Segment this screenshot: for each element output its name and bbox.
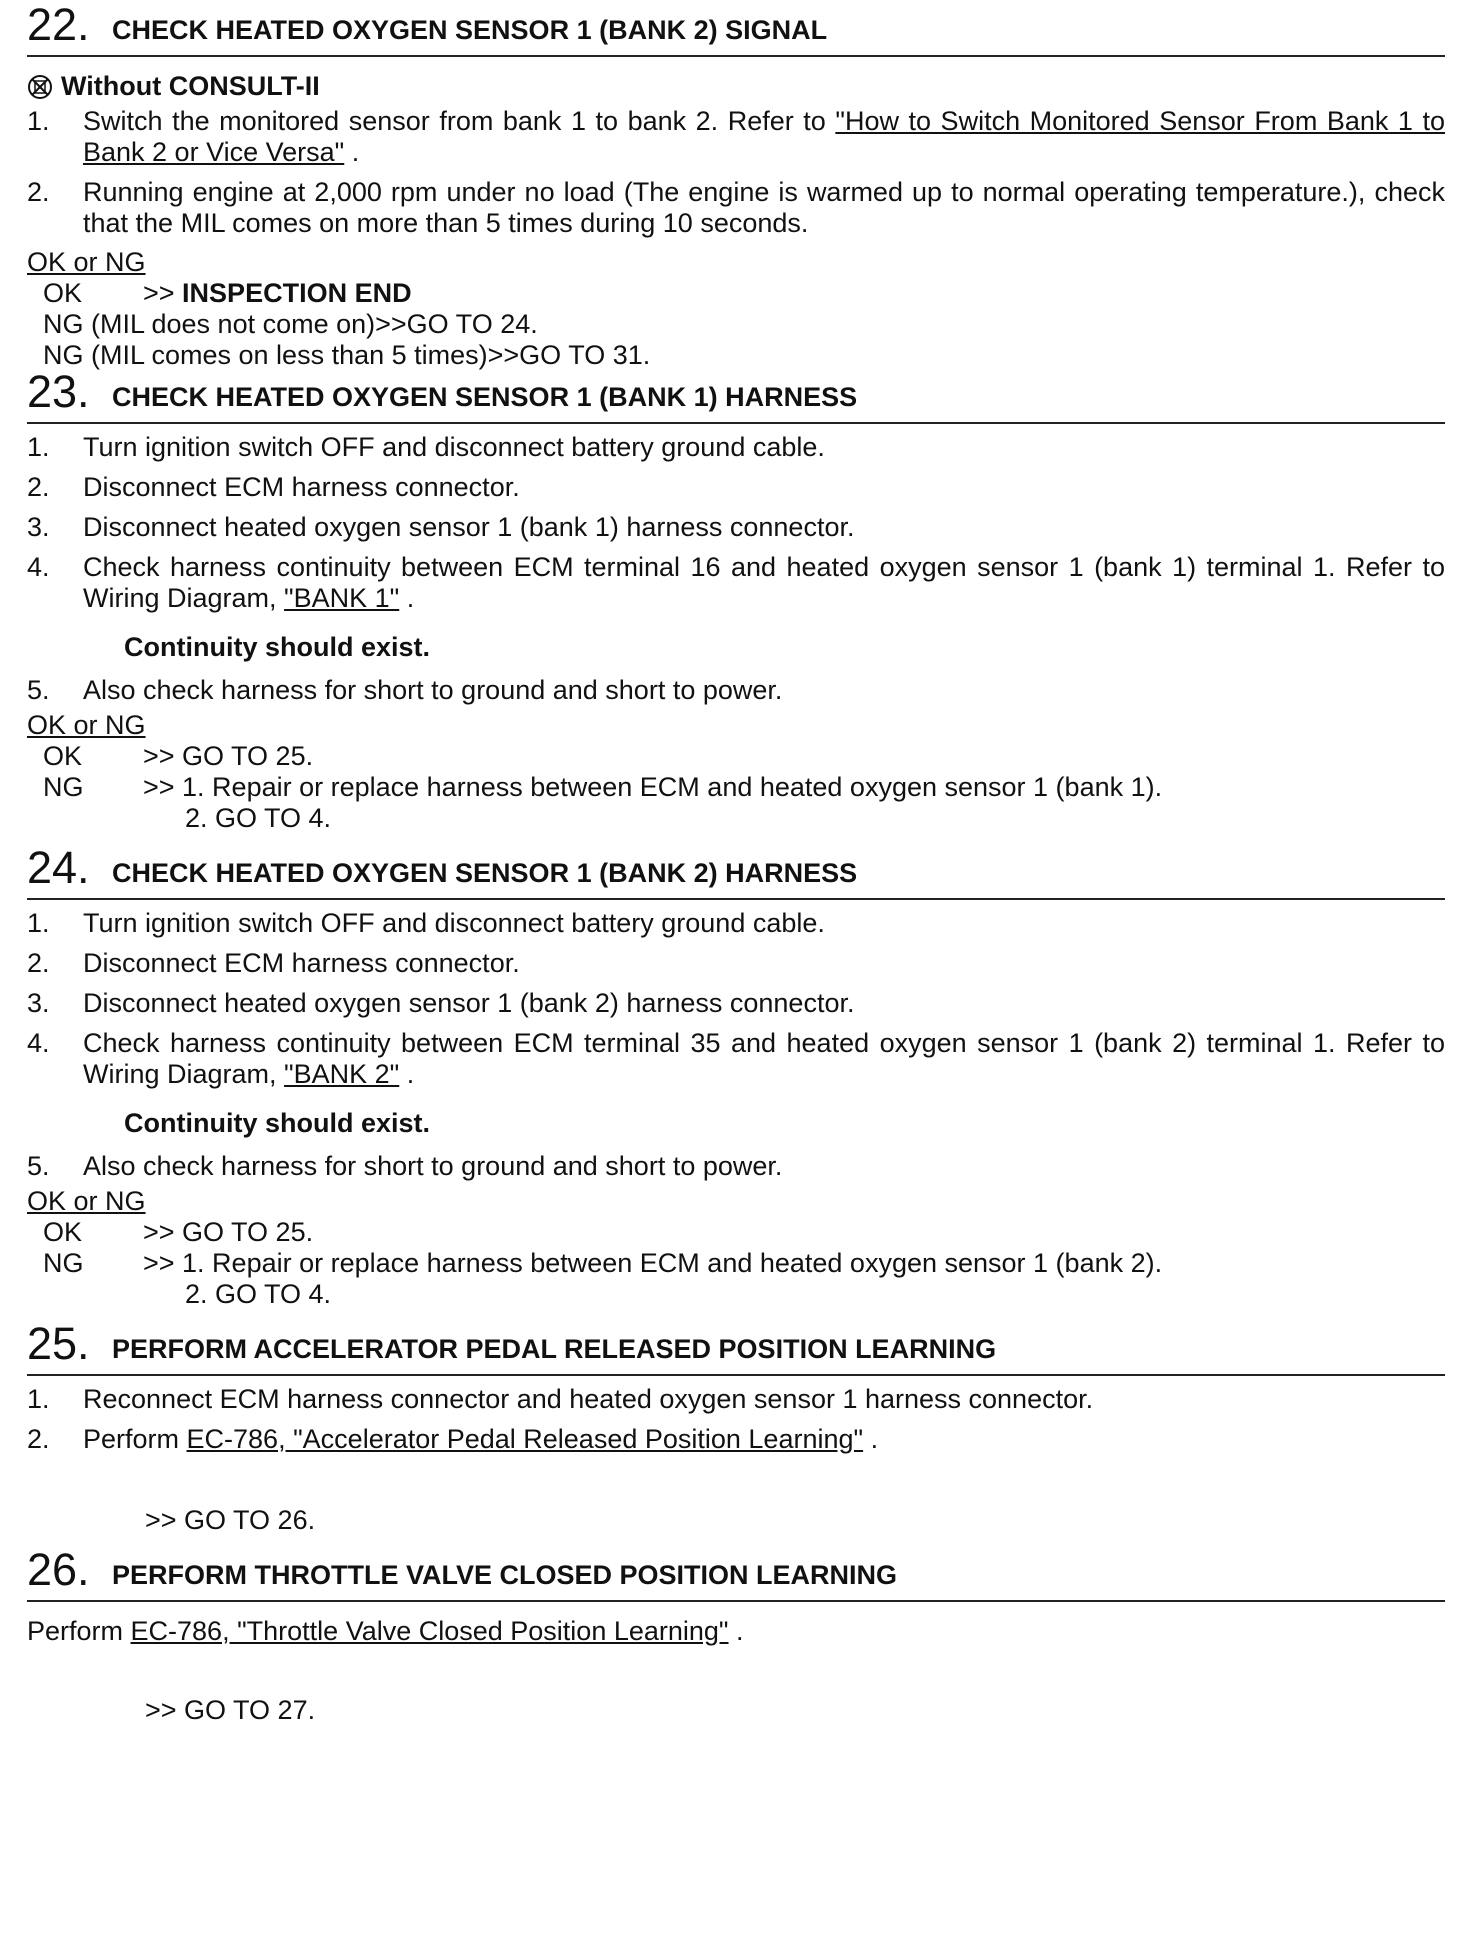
section-number: 23. [27,366,90,417]
section-title: PERFORM ACCELERATOR PEDAL RELEASED POSITION LEARNING [112,1334,997,1364]
bank-1-wiring-link[interactable]: "BANK 1" [284,583,400,613]
list-item: 4. Check harness continuity between ECM terminal 16 and heated oxygen sensor 1 (bank 1) terminal 1. Refer to Wiring Diagram, "BANK 1" . [27,552,1445,613]
item-number: 1. [27,106,50,136]
no-consult-icon [27,74,53,100]
section-title: CHECK HEATED OXYGEN SENSOR 1 (BANK 2) HARNESS [112,858,858,888]
list-item: 1. Turn ignition switch OFF and disconnect battery ground cable. [27,432,825,462]
result-ng: NG >> 1. Repair or replace harness between ECM and heated oxygen sensor 1 (bank 1). [43,772,1163,802]
ok-or-ng-label: OK or NG [27,1186,146,1216]
result-ok: OK >> INSPECTION END [43,278,412,308]
result-ng-no-mil: NG (MIL does not come on)>>GO TO 24. [43,309,538,339]
list-item [27,106,1445,168]
specification: Continuity should exist. [124,1108,431,1138]
section-header [27,1536,1445,1602]
go-to-next: >> GO TO 27. [145,1695,316,1725]
list-item: 1. Reconnect ECM harness connector and heated oxygen sensor 1 harness connector. [27,1384,1094,1414]
section-23 [27,366,1445,834]
section-header [27,1310,1445,1376]
section-title: CHECK HEATED OXYGEN SENSOR 1 (BANK 1) HARNESS [112,382,858,412]
section-number: 25. [27,1318,90,1369]
item-number: 2. [27,177,50,207]
list-item: 2. Disconnect ECM harness connector. [27,948,520,978]
subheading [27,71,1445,102]
result-ng: NG >> 1. Repair or replace harness between ECM and heated oxygen sensor 1 (bank 2). [43,1248,1163,1278]
result-ng-less-than-5: NG (MIL comes on less than 5 times)>>GO TO 31. [43,340,651,370]
section-title: CHECK HEATED OXYGEN SENSOR 1 (BANK 2) SIGNAL [112,15,828,45]
section-number: 24. [27,842,90,893]
throttle-valve-learning-link[interactable]: EC-786, "Throttle Valve Closed Position Learning" [130,1616,729,1646]
go-to-next: >> GO TO 26. [145,1505,316,1535]
list-item [27,177,1445,239]
list-item: 5. Also check harness for short to ground and short to power. [27,1151,783,1181]
section-26 [27,1536,1445,1726]
result-ok: OK >> GO TO 25. [43,1217,314,1247]
list-item: 4. Check harness continuity between ECM terminal 35 and heated oxygen sensor 1 (bank 2) terminal 1. Refer to Wiring Diagram, "BANK 2" . [27,1028,1445,1089]
specification: Continuity should exist. [124,632,431,662]
section-title: PERFORM THROTTLE VALVE CLOSED POSITION LEARNING [112,1560,898,1590]
accelerator-pedal-learning-link[interactable]: EC-786, "Accelerator Pedal Released Position Learning" [186,1424,864,1454]
item-text: Switch the monitored sensor from bank 1 to bank 2. Refer to "How to Switch Monitored Sensor From Bank 1 to Bank 2 or Vice Versa" . [83,106,1446,167]
switch-monitored-sensor-link[interactable]: "How to Switch Monitored Sensor From Bank 1 to Bank 2 or Vice Versa" [83,106,1446,167]
ok-or-ng-label: OK or NG [27,710,146,740]
section-header [27,834,1445,900]
result-ng-step-2: 2. GO TO 4. [185,803,332,833]
section-22 [27,0,1445,371]
section-header [27,0,1445,57]
ok-or-ng-label: OK or NG [27,247,146,277]
list-item: 2. Perform EC-786, "Accelerator Pedal Released Position Learning" . [27,1424,879,1454]
list-item: 5. Also check harness for short to ground and short to power. [27,675,783,705]
paragraph: Perform EC-786, "Throttle Valve Closed Position Learning" . [27,1616,744,1646]
item-text: Running engine at 2,000 rpm under no load (The engine is warmed up to normal operating temperature.), check that the MIL comes on more than 5 times during 10 seconds. [83,177,1445,238]
list-item: 3. Disconnect heated oxygen sensor 1 (bank 1) harness connector. [27,512,855,542]
bank-2-wiring-link[interactable]: "BANK 2" [284,1059,400,1089]
list-item: 2. Disconnect ECM harness connector. [27,472,520,502]
result-ok: OK >> GO TO 25. [43,741,314,771]
section-header [27,366,1445,424]
result-ng-step-2: 2. GO TO 4. [185,1279,332,1309]
section-24 [27,834,1445,1310]
section-number: 22. [27,0,90,50]
list-item: 1. Turn ignition switch OFF and disconnect battery ground cable. [27,908,825,938]
list-item: 3. Disconnect heated oxygen sensor 1 (bank 2) harness connector. [27,988,855,1018]
section-25 [27,1310,1445,1536]
manual-page [27,0,1445,1726]
section-number: 26. [27,1544,90,1595]
subheading-label: Without CONSULT-II [61,71,320,101]
